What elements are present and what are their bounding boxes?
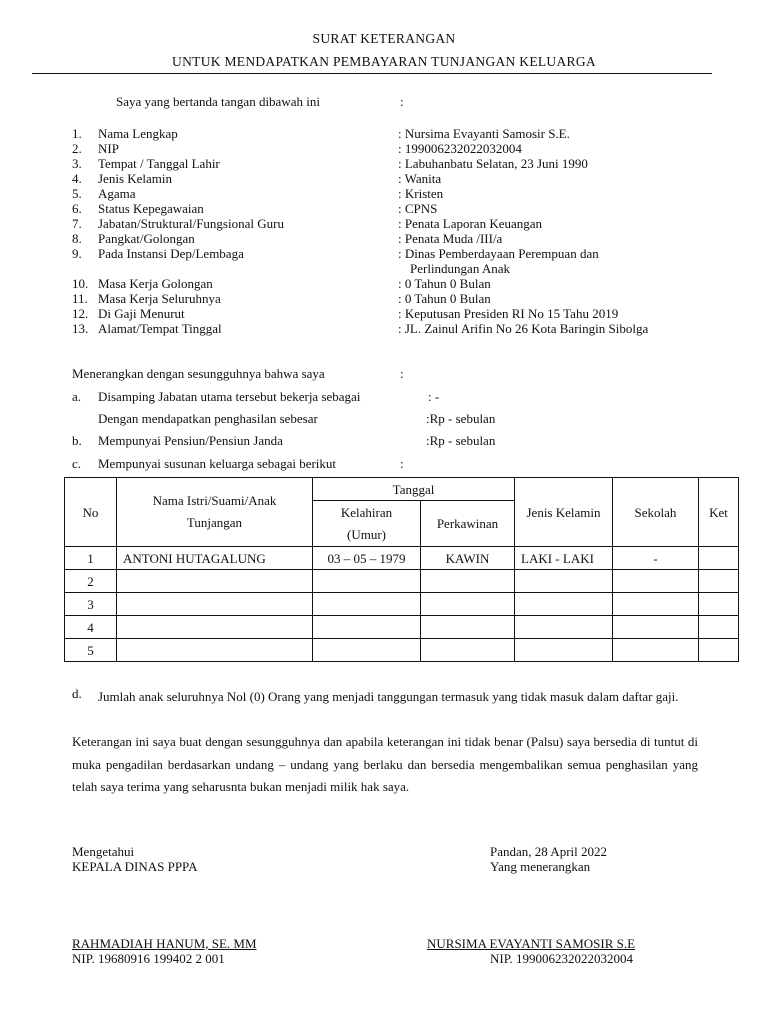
intro-text: Saya yang bertanda tangan dibawah ini [116, 94, 320, 109]
cell-name [117, 570, 313, 593]
item-b-value: :Rp - sebulan [426, 433, 496, 448]
field-value: : Wanita [398, 171, 442, 186]
item-a-number: a. [72, 389, 82, 404]
family-table [64, 477, 739, 662]
item-a-income-value: :Rp - sebulan [426, 411, 496, 426]
field-label: NIP [98, 141, 119, 156]
header-perkawinan: Perkawinan [421, 501, 515, 547]
cell-no: 2 [65, 570, 117, 593]
field-number: 6. [72, 201, 82, 216]
document-title: SURAT KETERANGAN [312, 31, 456, 46]
signature-left-line1: Mengetahui [72, 844, 135, 859]
cell-marriage [421, 593, 515, 616]
field-value: : Keputusan Presiden RI No 15 Tahu 2019 [398, 306, 619, 321]
item-a-income-label: Dengan mendapatkan penghasilan sebesar [98, 411, 318, 426]
field-number: 3. [72, 156, 82, 171]
field-number: 1. [72, 126, 82, 141]
table-row [65, 616, 739, 639]
field-value: : JL. Zainul Arifin No 26 Kota Baringin Sibolga [398, 321, 649, 336]
signature-right-title: Yang menerangkan [490, 859, 591, 874]
cell-gender [515, 593, 613, 616]
table-row [65, 593, 739, 616]
table-row [65, 570, 739, 593]
field-number: 8. [72, 231, 82, 246]
cell-no: 5 [65, 639, 117, 662]
header-kelahiran: Kelahiran (Umur) [313, 501, 421, 547]
field-value: : Dinas Pemberdayaan Perempuan dan [398, 246, 599, 261]
signature-right-place-date: Pandan, 28 April 2022 [490, 844, 607, 859]
cell-school: - [613, 547, 699, 570]
intro-colon: : [400, 94, 404, 109]
signature-left-name: RAHMADIAH HANUM, SE. MM [72, 936, 257, 951]
document-subtitle: UNTUK MENDAPATKAN PEMBAYARAN TUNJANGAN KELUARGA [172, 54, 596, 69]
cell-name [117, 639, 313, 662]
field-number: 13. [72, 321, 89, 336]
field-value: : 0 Tahun 0 Bulan [398, 276, 491, 291]
field-value: : Labuhanbatu Selatan, 23 Juni 1990 [398, 156, 588, 171]
statement-colon: : [400, 366, 404, 381]
signature-left-nip: NIP. 19680916 199402 2 001 [72, 951, 225, 966]
header-divider [32, 73, 712, 74]
cell-marriage [421, 616, 515, 639]
cell-gender: LAKI - LAKI [515, 547, 613, 570]
signature-right-name: NURSIMA EVAYANTI SAMOSIR S.E [427, 936, 636, 951]
field-number: 5. [72, 186, 82, 201]
field-value: : Kristen [398, 186, 444, 201]
cell-gender [515, 616, 613, 639]
header-gender: Jenis Kelamin [515, 478, 613, 547]
cell-birth [313, 639, 421, 662]
field-label: Jabatan/Struktural/Fungsional Guru [98, 216, 284, 231]
field-number: 2. [72, 141, 82, 156]
field-value-continued: Perlindungan Anak [410, 261, 511, 276]
field-number: 11. [72, 291, 88, 306]
field-value: : Penata Laporan Keuangan [398, 216, 543, 231]
field-number: 7. [72, 216, 82, 231]
cell-ket [699, 593, 739, 616]
item-a-label: Disamping Jabatan utama tersebut bekerja sebagai [98, 389, 361, 404]
field-label: Alamat/Tempat Tinggal [98, 321, 222, 336]
item-c-colon: : [400, 456, 404, 471]
field-value: : 0 Tahun 0 Bulan [398, 291, 491, 306]
cell-school [613, 593, 699, 616]
cell-ket [699, 570, 739, 593]
cell-school [613, 570, 699, 593]
item-b-label: Mempunyai Pensiun/Pensiun Janda [98, 433, 283, 448]
cell-ket [699, 616, 739, 639]
cell-ket [699, 639, 739, 662]
cell-school [613, 616, 699, 639]
item-c-label: Mempunyai susunan keluarga sebagai berikut [98, 456, 337, 471]
field-value: : 199006232022032004 [398, 141, 522, 156]
field-number: 10. [72, 276, 89, 291]
field-label: Masa Kerja Golongan [98, 276, 213, 291]
field-label: Di Gaji Menurut [98, 306, 185, 321]
closing-paragraph: Keterangan ini saya buat dengan sesungguhnya dan apabila keterangan ini tidak benar (Palsu) saya bersedia di tuntut di muka pengadilan berdasarkan undang – undang yang berlaku dan bersedia mengembalikan semua penghasilan yang telah saya terima yang seharusnta bukan menjadi milik hak saya. [72, 734, 698, 794]
field-value: : Penata Muda /III/a [398, 231, 503, 246]
cell-no: 1 [65, 547, 117, 570]
cell-marriage [421, 570, 515, 593]
cell-ket [699, 547, 739, 570]
field-number: 12. [72, 306, 89, 321]
header-name: Nama Istri/Suami/Anak Tunjangan [117, 478, 313, 547]
cell-name: ANTONI HUTAGALUNG [117, 547, 313, 570]
field-value: : Nursima Evayanti Samosir S.E. [398, 126, 570, 141]
signature-right-nip: NIP. 199006232022032004 [490, 951, 634, 966]
item-d-text: Jumlah anak seluruhnya Nol (0) Orang yang menjadi tanggungan termasuk yang tidak masuk dalam daftar gaji. [98, 689, 679, 704]
cell-school [613, 639, 699, 662]
cell-birth: 03 – 05 – 1979 [313, 547, 421, 570]
signature-left-title: KEPALA DINAS PPPA [72, 859, 198, 874]
field-label: Nama Lengkap [98, 126, 178, 141]
cell-birth [313, 570, 421, 593]
field-value: : CPNS [398, 201, 438, 216]
field-number: 4. [72, 171, 82, 186]
item-b-number: b. [72, 433, 82, 448]
cell-gender [515, 639, 613, 662]
field-label: Pada Instansi Dep/Lembaga [98, 246, 244, 261]
header-ket: Ket [699, 478, 739, 547]
table-row [65, 547, 739, 570]
field-number: 9. [72, 246, 82, 261]
cell-no: 4 [65, 616, 117, 639]
header-tanggal: Tanggal [313, 478, 515, 501]
header-school: Sekolah [613, 478, 699, 547]
field-label: Agama [98, 186, 136, 201]
field-label: Masa Kerja Seluruhnya [98, 291, 221, 306]
cell-birth [313, 593, 421, 616]
cell-marriage: KAWIN [421, 547, 515, 570]
cell-name [117, 616, 313, 639]
item-d-number: d. [72, 686, 82, 701]
table-row [65, 639, 739, 662]
cell-no: 3 [65, 593, 117, 616]
cell-name [117, 593, 313, 616]
cell-gender [515, 570, 613, 593]
item-c-number: c. [72, 456, 82, 471]
header-no: No [65, 478, 117, 547]
statement-text: Menerangkan dengan sesungguhnya bahwa saya [72, 366, 325, 381]
field-label: Status Kepegawaian [98, 201, 204, 216]
item-a-value: : - [428, 389, 440, 404]
cell-marriage [421, 639, 515, 662]
cell-birth [313, 616, 421, 639]
field-label: Pangkat/Golongan [98, 231, 195, 246]
field-label: Jenis Kelamin [98, 171, 173, 186]
field-label: Tempat / Tanggal Lahir [98, 156, 220, 171]
